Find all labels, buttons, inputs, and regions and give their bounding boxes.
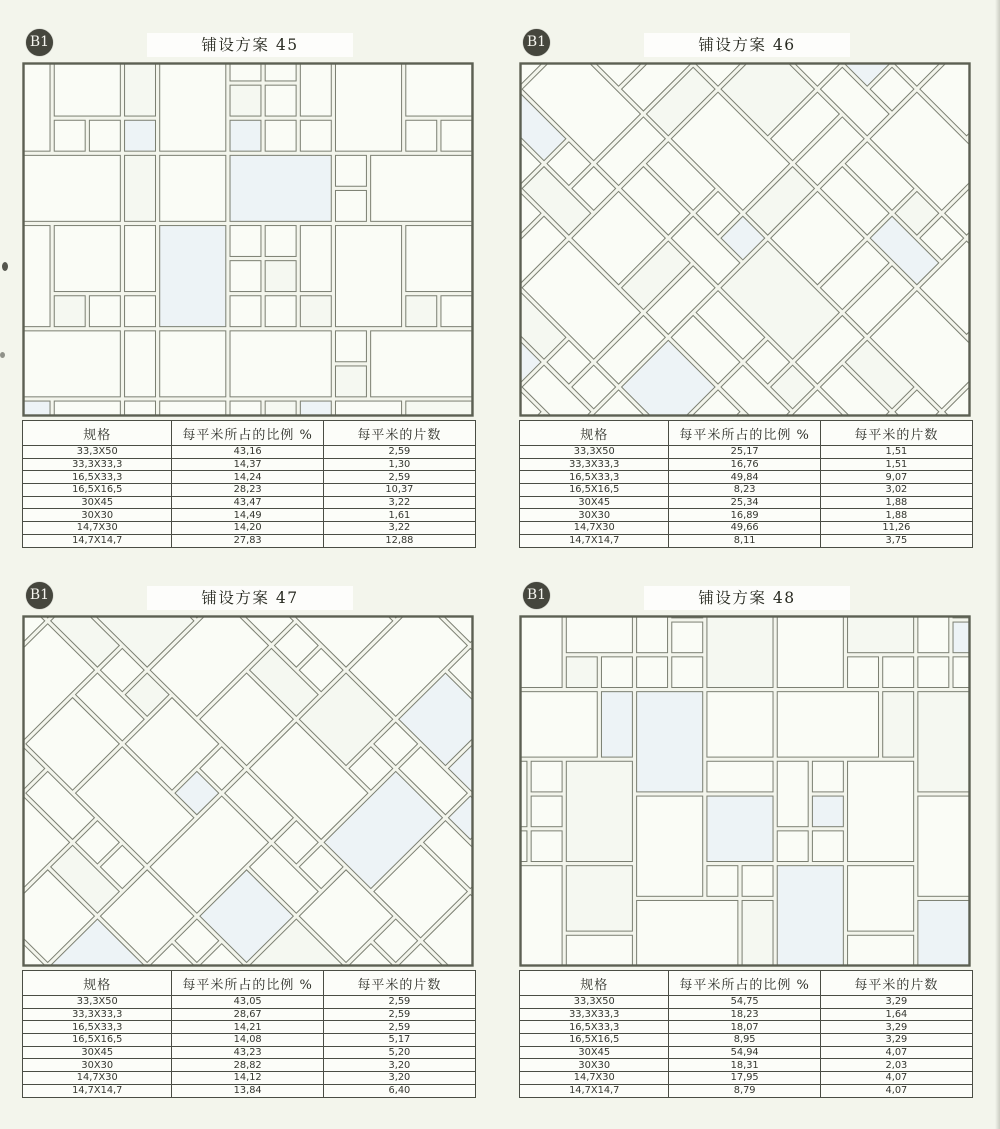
pieces-cell: 4,07 xyxy=(820,1046,972,1059)
plan-title: 铺设方案 47 xyxy=(201,589,299,607)
ratio-cell: 14,24 xyxy=(172,471,323,484)
table-row xyxy=(23,446,476,459)
table-row xyxy=(520,458,973,471)
ratio-cell: 18,31 xyxy=(669,1059,820,1072)
ratio-cell: 14,37 xyxy=(172,458,323,471)
pieces-cell: 3,22 xyxy=(323,522,475,535)
spec-table xyxy=(519,420,973,548)
spec-cell: 33,3X33,3 xyxy=(520,458,669,471)
table-row xyxy=(520,484,973,497)
spec-cell: 33,3X50 xyxy=(23,446,172,459)
plan-card-45 xyxy=(22,28,478,548)
ratio-cell: 43,05 xyxy=(172,996,323,1009)
pieces-cell: 2,03 xyxy=(820,1059,972,1072)
ratio-cell: 25,34 xyxy=(669,496,820,509)
ratio-cell: 17,95 xyxy=(669,1072,820,1085)
col-header-spec: 规格 xyxy=(23,971,172,996)
pieces-cell: 9,07 xyxy=(820,471,972,484)
ratio-cell: 14,20 xyxy=(172,522,323,535)
table-row xyxy=(520,1084,973,1097)
table-row xyxy=(23,496,476,509)
ratio-cell: 27,83 xyxy=(172,534,323,547)
col-header-pieces: 每平米的片数 xyxy=(820,971,972,996)
pieces-cell: 5,20 xyxy=(323,1046,475,1059)
pieces-cell: 4,07 xyxy=(820,1072,972,1085)
table-row xyxy=(23,509,476,522)
pieces-cell: 2,59 xyxy=(323,471,475,484)
spec-cell: 14,7X14,7 xyxy=(23,534,172,547)
table-row xyxy=(23,1008,476,1021)
b1-badge: B1 xyxy=(523,29,550,56)
spec-cell: 30X45 xyxy=(23,496,172,509)
title-band xyxy=(644,586,850,610)
ratio-cell: 8,23 xyxy=(669,484,820,497)
pieces-cell: 3,29 xyxy=(820,1021,972,1034)
col-header-ratio: 每平米所占的比例 % xyxy=(172,421,323,446)
table-header-row xyxy=(23,971,476,996)
b1-badge: B1 xyxy=(523,582,550,609)
ratio-cell: 43,23 xyxy=(172,1046,323,1059)
ratio-cell: 25,17 xyxy=(669,446,820,459)
table-row xyxy=(23,534,476,547)
ratio-cell: 16,76 xyxy=(669,458,820,471)
ratio-cell: 49,84 xyxy=(669,471,820,484)
spec-cell: 14,7X14,7 xyxy=(520,1084,669,1097)
plan-title: 铺设方案 46 xyxy=(698,36,796,54)
b1-badge: B1 xyxy=(26,582,53,609)
spec-cell: 14,7X30 xyxy=(23,522,172,535)
plan-title: 铺设方案 48 xyxy=(698,589,796,607)
title-band xyxy=(147,33,353,57)
pieces-cell: 6,40 xyxy=(323,1084,475,1097)
table-row xyxy=(520,1059,973,1072)
pieces-cell: 2,59 xyxy=(323,1021,475,1034)
pieces-cell: 3,29 xyxy=(820,1034,972,1047)
col-header-pieces: 每平米的片数 xyxy=(820,421,972,446)
col-header-ratio: 每平米所占的比例 % xyxy=(669,971,820,996)
plan-card-47 xyxy=(22,581,478,1098)
spec-cell: 30X45 xyxy=(520,496,669,509)
col-header-ratio: 每平米所占的比例 % xyxy=(172,971,323,996)
scan-artifact xyxy=(0,352,5,358)
pieces-cell: 3,75 xyxy=(820,534,972,547)
pieces-cell: 1,64 xyxy=(820,1008,972,1021)
spec-cell: 33,3X33,3 xyxy=(23,1008,172,1021)
spec-cell: 16,5X33,3 xyxy=(23,1021,172,1034)
table-row xyxy=(520,496,973,509)
ratio-cell: 28,67 xyxy=(172,1008,323,1021)
pieces-cell: 11,26 xyxy=(820,522,972,535)
pieces-cell: 5,17 xyxy=(323,1034,475,1047)
spec-table xyxy=(519,970,973,1098)
spec-cell: 33,3X33,3 xyxy=(520,1008,669,1021)
pieces-cell: 10,37 xyxy=(323,484,475,497)
table-row xyxy=(23,1084,476,1097)
ratio-cell: 14,08 xyxy=(172,1034,323,1047)
table-row xyxy=(23,1021,476,1034)
spec-table xyxy=(22,970,476,1098)
table-row xyxy=(520,996,973,1009)
table-row xyxy=(23,484,476,497)
pieces-cell: 1,61 xyxy=(323,509,475,522)
spec-cell: 33,3X50 xyxy=(23,996,172,1009)
ratio-cell: 13,84 xyxy=(172,1084,323,1097)
table-row xyxy=(520,522,973,535)
plan-header xyxy=(22,581,478,615)
table-row xyxy=(520,446,973,459)
table-row xyxy=(520,1072,973,1085)
spec-cell: 30X45 xyxy=(520,1046,669,1059)
b1-badge: B1 xyxy=(26,29,53,56)
scan-edge-shadow xyxy=(995,0,1000,1129)
pieces-cell: 2,59 xyxy=(323,446,475,459)
col-header-ratio: 每平米所占的比例 % xyxy=(669,421,820,446)
spec-cell: 30X30 xyxy=(23,1059,172,1072)
title-band xyxy=(644,33,850,57)
pieces-cell: 3,22 xyxy=(323,496,475,509)
table-row xyxy=(520,509,973,522)
col-header-spec: 规格 xyxy=(520,971,669,996)
spec-cell: 16,5X16,5 xyxy=(520,484,669,497)
spec-cell: 30X30 xyxy=(520,1059,669,1072)
spec-cell: 14,7X30 xyxy=(23,1072,172,1085)
table-row xyxy=(520,1046,973,1059)
table-row xyxy=(23,1059,476,1072)
col-header-pieces: 每平米的片数 xyxy=(323,971,475,996)
pieces-cell: 1,51 xyxy=(820,458,972,471)
ratio-cell: 18,23 xyxy=(669,1008,820,1021)
col-header-spec: 规格 xyxy=(23,421,172,446)
pieces-cell: 2,59 xyxy=(323,1008,475,1021)
col-header-spec: 规格 xyxy=(520,421,669,446)
table-header-row xyxy=(520,421,973,446)
plan-header xyxy=(519,581,975,615)
plan-card-48 xyxy=(519,581,975,1098)
ratio-cell: 16,89 xyxy=(669,509,820,522)
pieces-cell: 3,02 xyxy=(820,484,972,497)
spec-cell: 16,5X33,3 xyxy=(23,471,172,484)
table-row xyxy=(23,1034,476,1047)
table-header-row xyxy=(23,421,476,446)
pieces-cell: 4,07 xyxy=(820,1084,972,1097)
spec-table xyxy=(22,420,476,548)
plan-header xyxy=(22,28,478,62)
table-header-row xyxy=(520,971,973,996)
pieces-cell: 1,88 xyxy=(820,509,972,522)
ratio-cell: 43,16 xyxy=(172,446,323,459)
pieces-cell: 3,20 xyxy=(323,1072,475,1085)
ratio-cell: 14,21 xyxy=(172,1021,323,1034)
pieces-cell: 3,20 xyxy=(323,1059,475,1072)
ratio-cell: 8,11 xyxy=(669,534,820,547)
ratio-cell: 49,66 xyxy=(669,522,820,535)
spec-cell: 16,5X16,5 xyxy=(23,1034,172,1047)
ratio-cell: 43,47 xyxy=(172,496,323,509)
spec-cell: 30X30 xyxy=(23,509,172,522)
spec-cell: 14,7X30 xyxy=(520,1072,669,1085)
spec-cell: 33,3X33,3 xyxy=(23,458,172,471)
table-row xyxy=(23,458,476,471)
ratio-cell: 8,95 xyxy=(669,1034,820,1047)
spec-cell: 14,7X14,7 xyxy=(23,1084,172,1097)
table-row xyxy=(23,471,476,484)
spec-cell: 33,3X50 xyxy=(520,996,669,1009)
spec-cell: 16,5X16,5 xyxy=(520,1034,669,1047)
plan-card-46 xyxy=(519,28,975,548)
table-row xyxy=(23,522,476,535)
spec-cell: 16,5X33,3 xyxy=(520,1021,669,1034)
ratio-cell: 28,23 xyxy=(172,484,323,497)
spec-cell: 30X30 xyxy=(520,509,669,522)
ratio-cell: 14,49 xyxy=(172,509,323,522)
ratio-cell: 54,75 xyxy=(669,996,820,1009)
ratio-cell: 54,94 xyxy=(669,1046,820,1059)
table-row xyxy=(520,1034,973,1047)
pieces-cell: 1,30 xyxy=(323,458,475,471)
col-header-pieces: 每平米的片数 xyxy=(323,421,475,446)
ratio-cell: 8,79 xyxy=(669,1084,820,1097)
spec-cell: 14,7X14,7 xyxy=(520,534,669,547)
table-row xyxy=(23,1072,476,1085)
tile-pattern-diagram xyxy=(22,615,474,967)
plan-title: 铺设方案 45 xyxy=(201,36,299,54)
pieces-cell: 2,59 xyxy=(323,996,475,1009)
pieces-cell: 1,51 xyxy=(820,446,972,459)
scan-artifact xyxy=(2,262,8,271)
table-row xyxy=(520,1008,973,1021)
table-row xyxy=(23,1046,476,1059)
ratio-cell: 18,07 xyxy=(669,1021,820,1034)
pieces-cell: 12,88 xyxy=(323,534,475,547)
pieces-cell: 3,29 xyxy=(820,996,972,1009)
tile-pattern-diagram xyxy=(519,615,971,967)
table-row xyxy=(520,1021,973,1034)
plan-header xyxy=(519,28,975,62)
pieces-cell: 1,88 xyxy=(820,496,972,509)
tile-pattern-diagram xyxy=(22,62,474,417)
table-row xyxy=(520,534,973,547)
spec-cell: 14,7X30 xyxy=(520,522,669,535)
spec-cell: 16,5X33,3 xyxy=(520,471,669,484)
table-row xyxy=(23,996,476,1009)
tile-pattern-diagram xyxy=(519,62,971,417)
ratio-cell: 14,12 xyxy=(172,1072,323,1085)
spec-cell: 30X45 xyxy=(23,1046,172,1059)
spec-cell: 16,5X16,5 xyxy=(23,484,172,497)
title-band xyxy=(147,586,353,610)
table-row xyxy=(520,471,973,484)
spec-cell: 33,3X50 xyxy=(520,446,669,459)
ratio-cell: 28,82 xyxy=(172,1059,323,1072)
